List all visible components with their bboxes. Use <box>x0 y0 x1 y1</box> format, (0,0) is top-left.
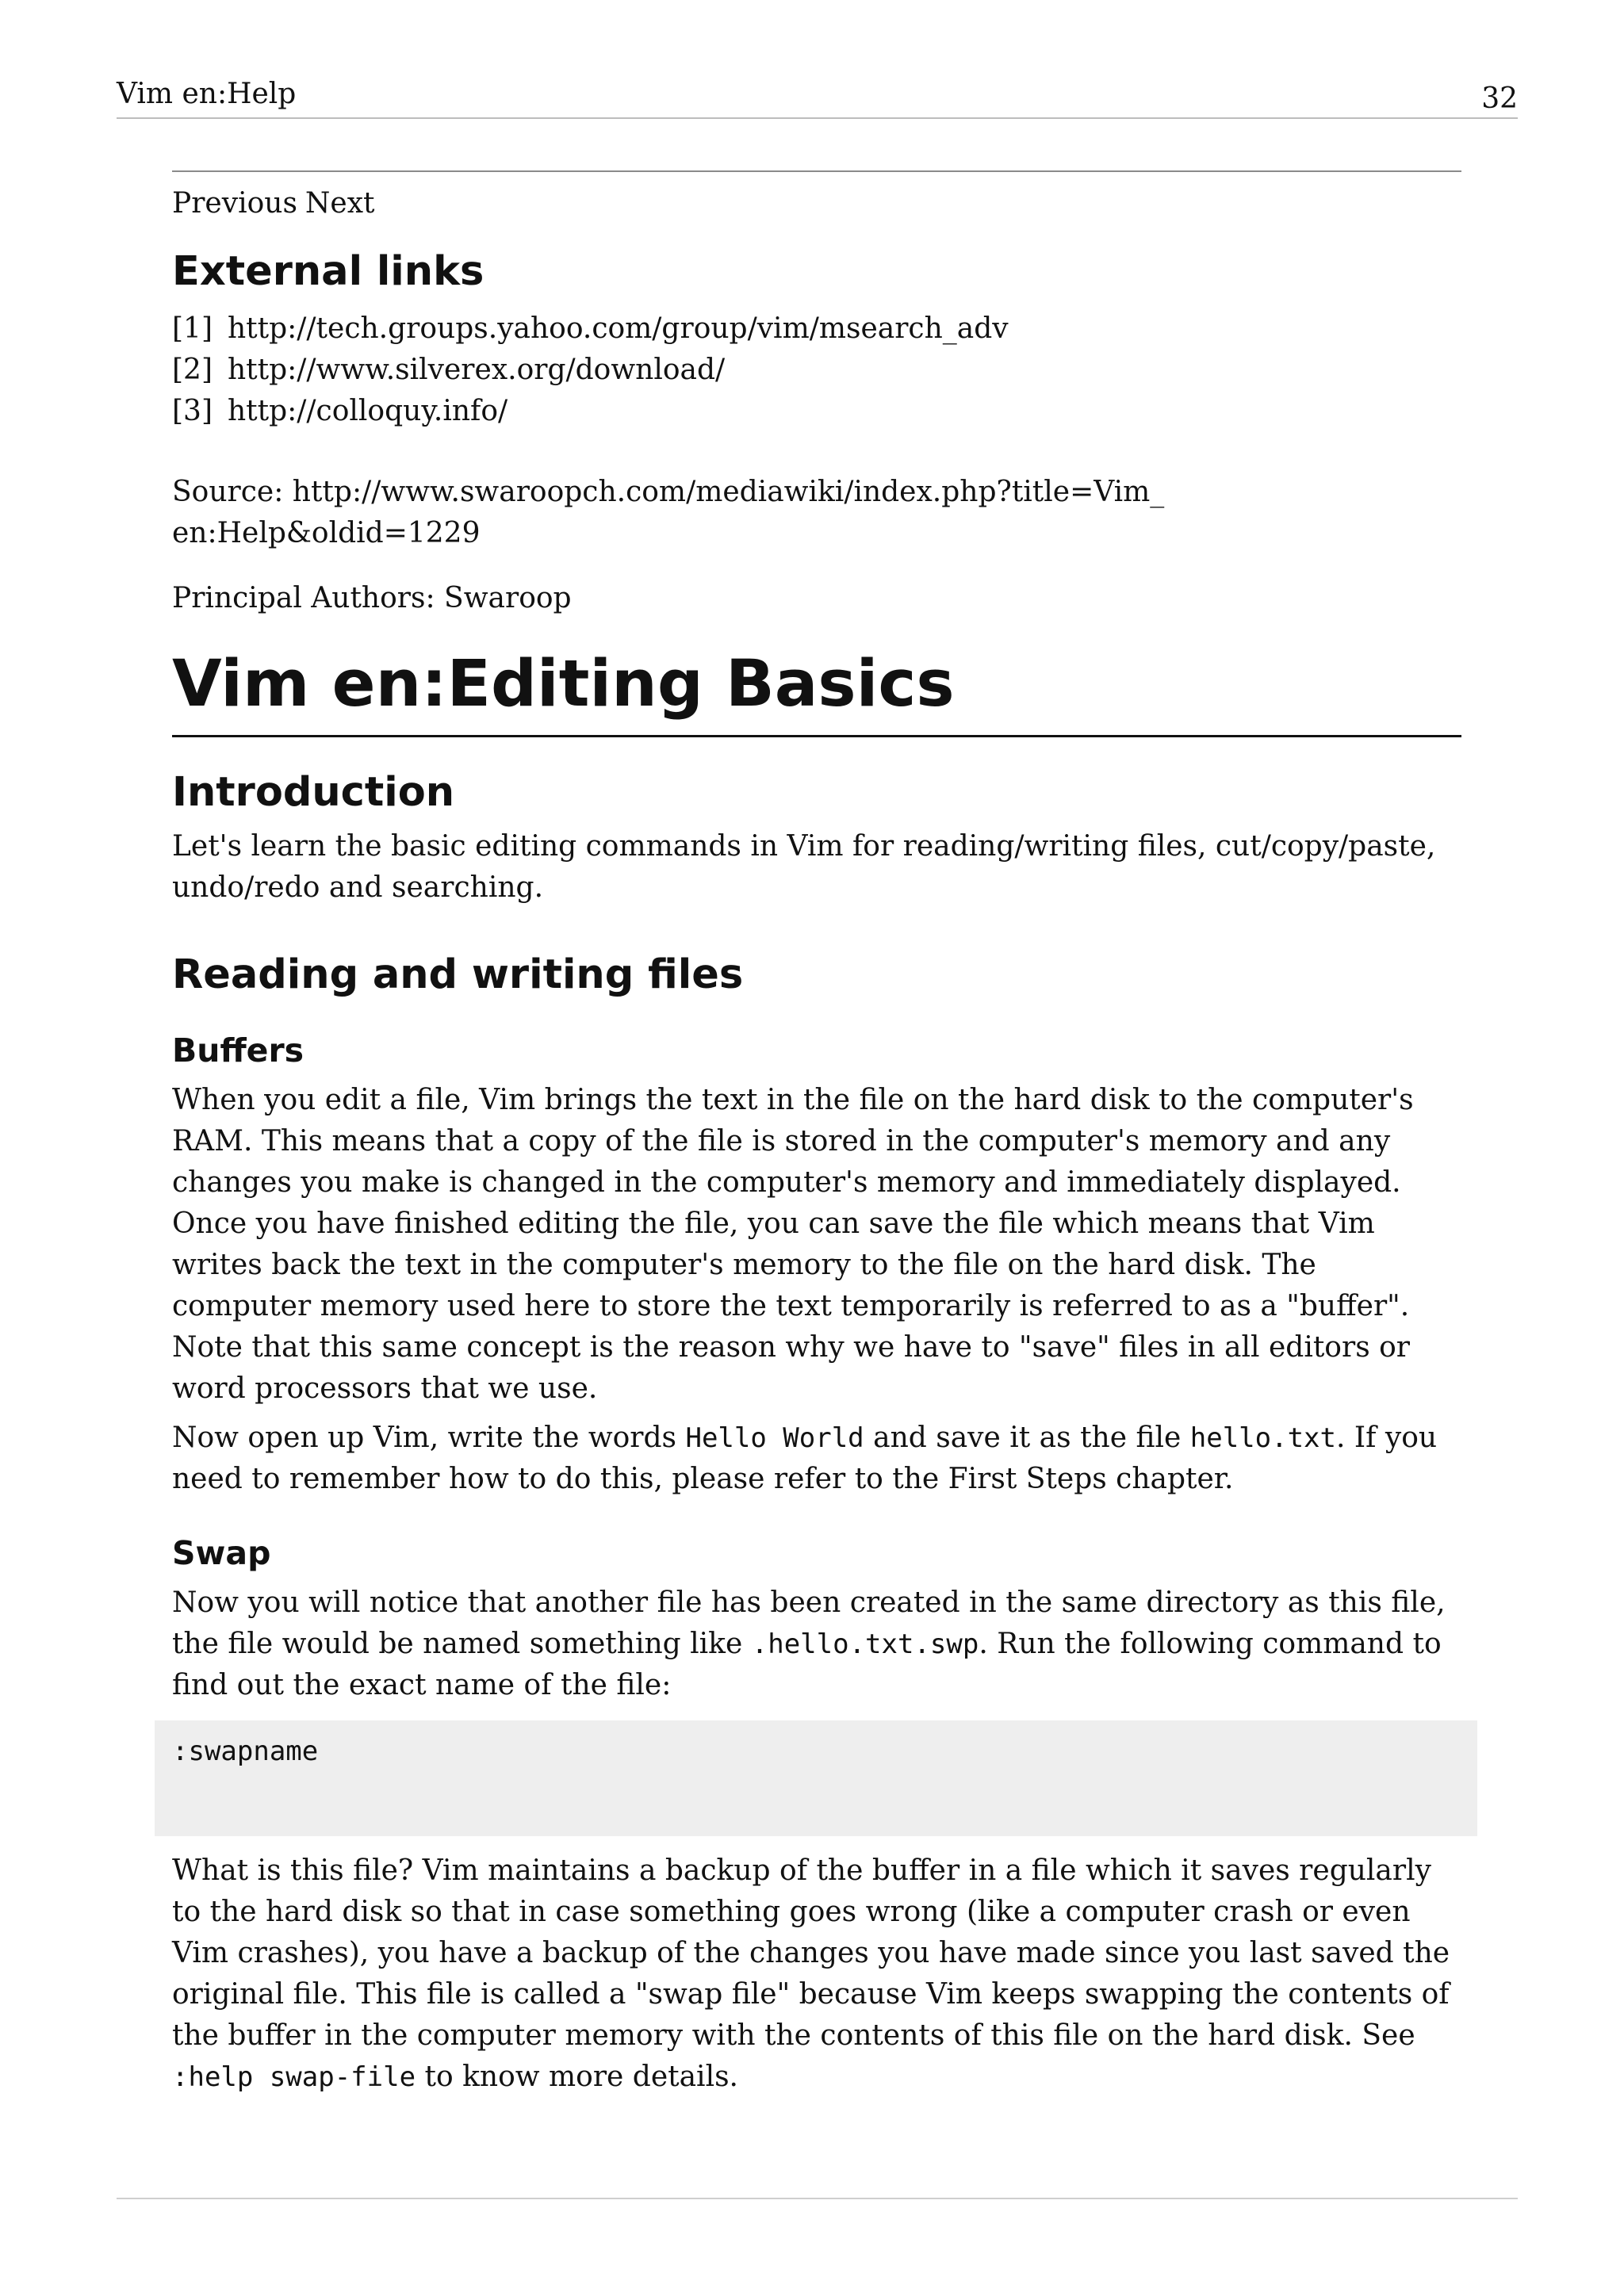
page-header <box>117 76 1518 119</box>
link-number: [1] <box>172 312 213 345</box>
page-number: 32 <box>1481 82 1518 115</box>
introduction-text: Let's learn the basic editing commands in Vim for reading/writing files, cut/copy/paste, undo/redo and searching. <box>172 830 1436 904</box>
list-item <box>172 308 1461 350</box>
swap-heading: Swap <box>172 1534 271 1572</box>
buffers-paragraph: When you edit a file, Vim brings the text in the file on the hard disk to the computer's RAM. This means that a copy of the file is stored in the computer's memory and any changes you make is changed in the computer's memory and immediately displayed. Once you have finished editing the file, you can save the file which means that Vim writes back the text in the computer's memory to the file on the hard disk. The computer memory used here to store the text temporarily is referred to as a "buffer". Note that this same concept is the reason why we have to "save" files in all editors or word processors that we use. <box>172 1084 1414 1405</box>
code-block: :swapname <box>155 1720 1477 1836</box>
list-item <box>172 350 1461 391</box>
authors-names: Swaroop <box>444 582 572 614</box>
inline-code: :help swap-file <box>172 2061 416 2093</box>
prev-next-nav <box>172 183 1461 224</box>
source-label: Source: <box>172 476 284 508</box>
source-line <box>172 472 1461 554</box>
page-content <box>172 170 1461 2098</box>
list-item <box>172 391 1461 432</box>
swap-paragraph: Now you will notice that another file has been created in the same directory as this file, the file would be named something like .hello.txt.swp. Run the following command to find out the exact name of the file: <box>172 1586 1446 1701</box>
external-link[interactable]: http://tech.groups.yahoo.com/group/vim/msearch_adv <box>228 312 1009 345</box>
source-url[interactable]: http://www.swaroopch.com/mediawiki/index.php?title=Vim_ <box>292 476 1165 508</box>
nav-divider <box>172 170 1461 172</box>
inline-code: Hello World <box>685 1422 864 1454</box>
reading-writing-heading: Reading and writing files <box>172 951 744 998</box>
page-footer-rule <box>117 2198 1518 2199</box>
introduction-heading: Introduction <box>172 769 455 816</box>
external-links-heading: External links <box>172 248 485 295</box>
buffers-heading: Buffers <box>172 1031 304 1070</box>
link-number: [3] <box>172 395 213 427</box>
chapter-title-rule <box>172 735 1461 737</box>
next-link[interactable]: Next <box>304 187 375 220</box>
authors-line <box>172 578 1461 619</box>
previous-link[interactable]: Previous <box>172 187 297 220</box>
running-title: Vim en:Help <box>117 78 297 110</box>
external-links-list <box>172 308 1461 432</box>
inline-code: hello.txt <box>1189 1422 1336 1454</box>
link-number: [2] <box>172 354 213 386</box>
buffers-paragraph-2: Now open up Vim, write the words Hello World and save it as the file hello.txt. If you need to remember how to do this, please refer to the First Steps chapter. <box>172 1422 1438 1495</box>
external-link[interactable]: http://colloquy.info/ <box>228 395 508 427</box>
external-link[interactable]: http://www.silverex.org/download/ <box>228 354 726 386</box>
source-url-cont[interactable]: en:Help&oldid=1229 <box>172 517 481 549</box>
authors-label: Principal Authors: <box>172 582 435 614</box>
inline-code: .hello.txt.swp <box>751 1628 979 1660</box>
chapter-title: Vim en:Editing Basics <box>172 647 955 721</box>
swap-paragraph-2: What is this file? Vim maintains a backup of the buffer in a file which it saves regularly to the hard disk so that in case something goes wrong (like a computer crash or even Vim crashes), you have a backup of the changes you have made since you last saved the original file. This file is called a "swap file" because Vim keeps swapping the contents of the buffer in the computer memory with the contents of this file on the hard disk. See :help swap-file to know more details. <box>172 1854 1450 2093</box>
